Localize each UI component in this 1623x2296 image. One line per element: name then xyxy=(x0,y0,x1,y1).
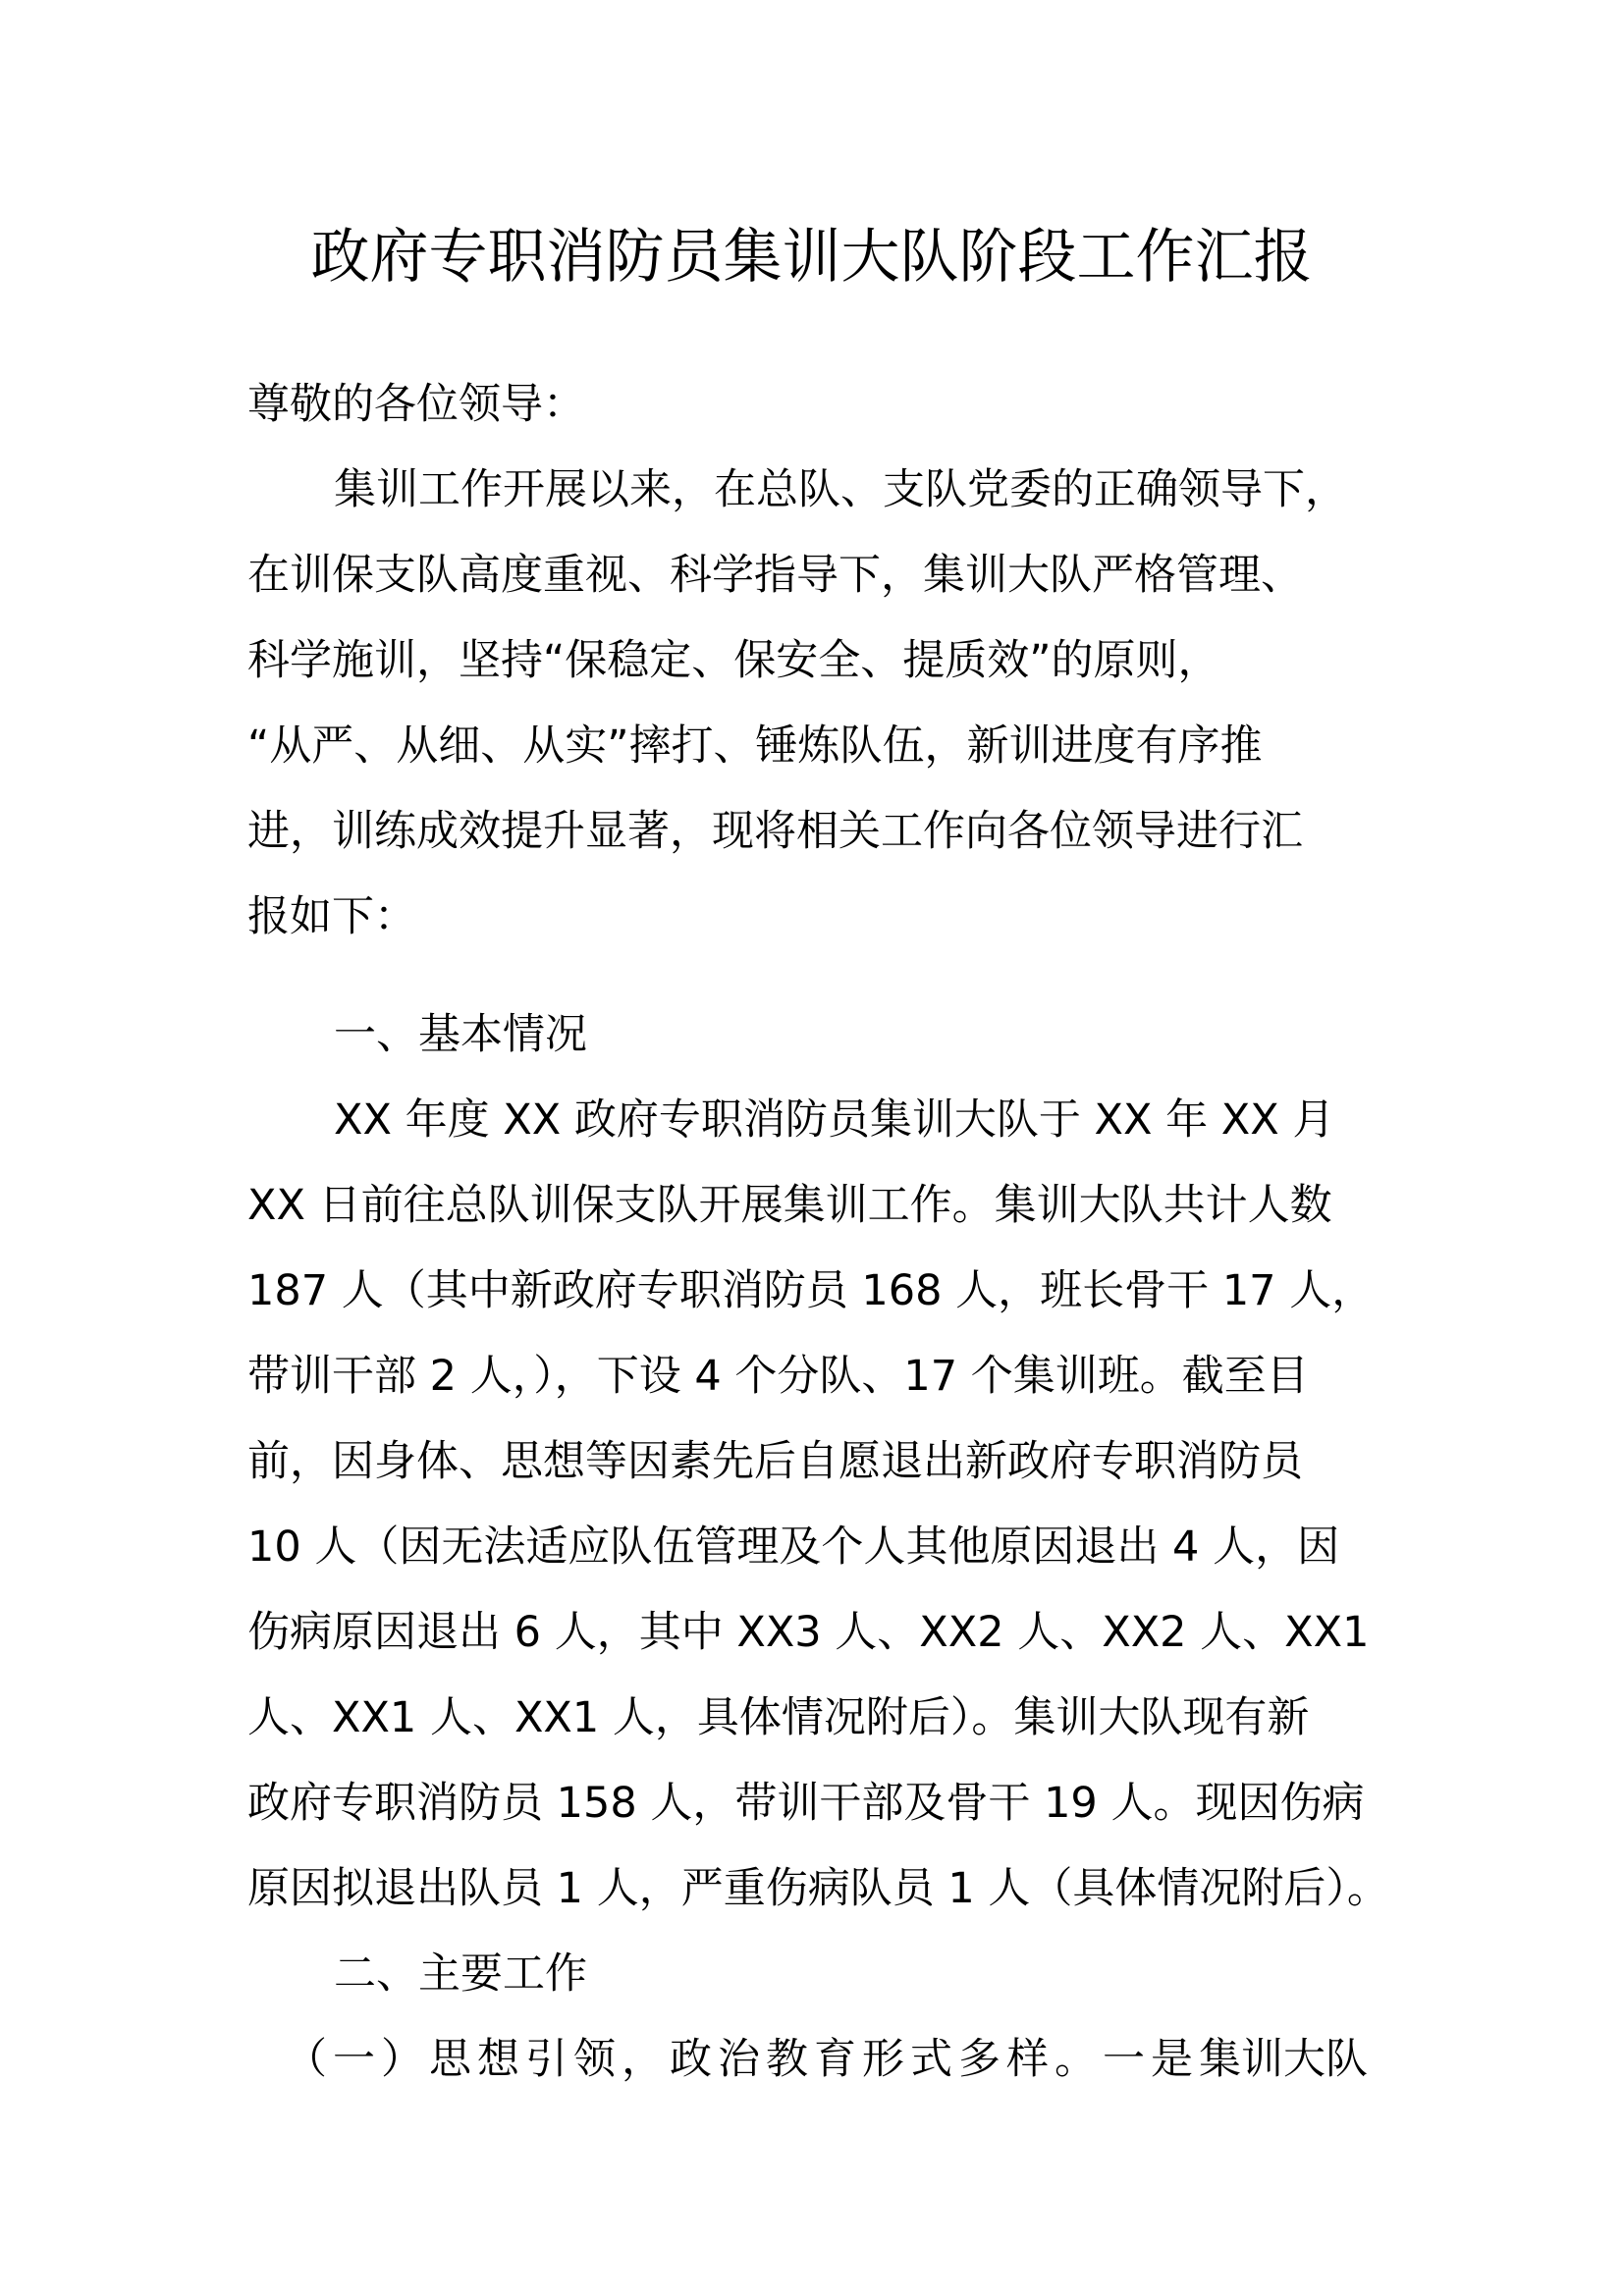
section1-line: 10 人（因无法适应队伍管理及个人其他原因退出 4 人，因 xyxy=(247,1522,1340,1572)
intro-line: 集训工作开展以来，在总队、支队党委的正确领导下， xyxy=(334,465,1347,514)
intro-line: 进，训练成效提升显著，现将相关工作向各位领导进行汇 xyxy=(247,807,1303,856)
section1-line: 原因拟退出队员 1 人，严重伤病队员 1 人（具体情况附后）。 xyxy=(247,1864,1389,1913)
intro-line: 报如下： xyxy=(247,892,416,941)
section1-line: 人、XX1 人、XX1 人，具体情况附后）。集训大队现有新 xyxy=(247,1693,1310,1742)
section1-line: XX 年度 XX 政府专职消防员集训大队于 XX 年 XX 月 xyxy=(334,1095,1335,1145)
salutation: 尊敬的各位领导： xyxy=(247,380,585,429)
subsection-label: （一）思想引领，政治教育形式多样。一是 xyxy=(285,2035,1199,2084)
section-heading-main-work: 二、主要工作 xyxy=(334,1949,587,1999)
intro-line: “从严、从细、从实”摔打、锤炼队伍，新训进度有序推 xyxy=(247,721,1263,771)
intro-line: 科学施训，坚持“保稳定、保安全、提质效”的原则， xyxy=(247,636,1220,685)
section1-line: 伤病原因退出 6 人，其中 XX3 人、XX2 人、XX2 人、XX1 xyxy=(247,1608,1370,1657)
section1-line: 前，因身体、思想等因素先后自愿退出新政府专职消防员 xyxy=(247,1437,1303,1486)
subsection-continuation: 集训大队 xyxy=(1199,2035,1368,2084)
section1-line: XX 日前往总队训保支队开展集训工作。集训大队共计人数 xyxy=(247,1181,1332,1230)
section1-line: 带训干部 2 人，），下设 4 个分队、17 个集训班。截至目 xyxy=(247,1352,1309,1401)
section1-line: 187 人（其中新政府专职消防员 168 人，班长骨干 17 人， xyxy=(247,1266,1375,1315)
document-title: 政府专职消防员集训大队阶段工作汇报 xyxy=(310,223,1313,292)
section1-line: 政府专职消防员 158 人，带训干部及骨干 19 人。现因伤病 xyxy=(247,1779,1365,1828)
intro-line: 在训保支队高度重视、科学指导下，集训大队严格管理、 xyxy=(247,551,1303,600)
subsection-heading-ideological-guidance xyxy=(285,2030,1368,2089)
section-heading-basic-situation: 一、基本情况 xyxy=(334,1010,587,1059)
